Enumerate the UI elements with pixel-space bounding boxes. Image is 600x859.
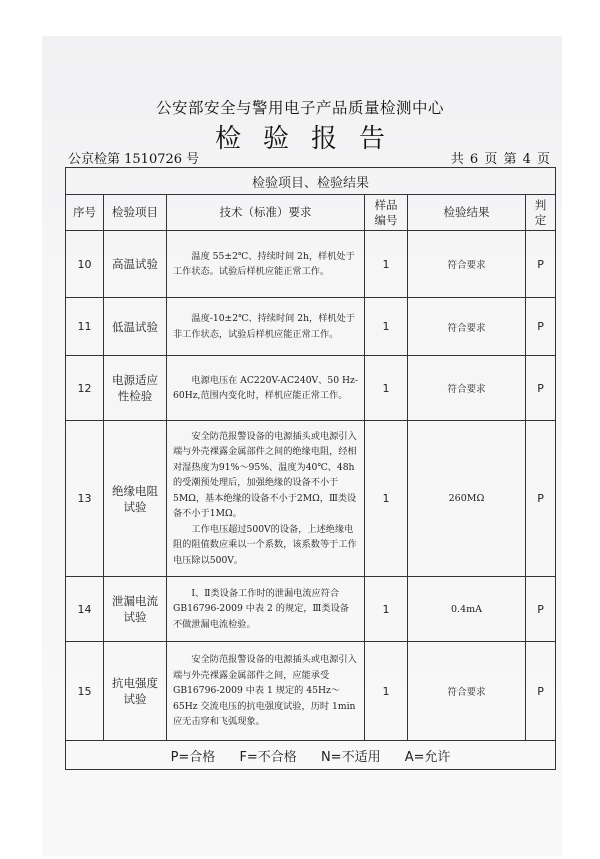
row-result: 260MΩ	[408, 421, 526, 577]
table-row	[66, 356, 556, 421]
row-no: 12	[66, 356, 104, 421]
table-row	[66, 421, 556, 577]
table-caption: 检验项目、检验结果	[66, 168, 556, 195]
table-row	[66, 577, 556, 642]
row-sample: 1	[365, 421, 408, 577]
document-number: 公京检第 1510726 号	[68, 152, 200, 167]
row-result: 符合要求	[408, 356, 526, 421]
row-item	[104, 421, 167, 577]
legend-allowed: A=允许	[404, 749, 451, 765]
row-sample: 1	[365, 356, 408, 421]
organization-name: 公安部安全与警用电子产品质量检测中心	[155, 99, 444, 117]
row-sample: 1	[365, 642, 408, 741]
row-item: 高温试验	[104, 231, 167, 298]
row-result: 符合要求	[408, 298, 526, 356]
report-title: 检验报告	[214, 124, 407, 154]
row-item-label: 绝缘电阻试验	[112, 483, 158, 514]
row-verdict: P	[526, 577, 556, 642]
column-header-result: 检验结果	[408, 195, 526, 231]
row-requirement	[167, 421, 365, 577]
row-item	[104, 577, 167, 642]
table-caption-row	[66, 168, 556, 195]
table-row	[66, 642, 556, 741]
table-header-row	[66, 195, 556, 231]
row-verdict: P	[526, 231, 556, 298]
row-sample: 1	[365, 298, 408, 356]
row-requirement	[167, 356, 365, 421]
table-row	[66, 298, 556, 356]
row-item	[104, 356, 167, 421]
requirement-paragraph: 温度-10±2℃、持续时间 2h，样机处于非工作状态，试验后样机应能正常工作。	[173, 313, 355, 340]
verdict-legend	[66, 741, 556, 770]
row-result: 符合要求	[408, 642, 526, 741]
row-requirement	[167, 577, 365, 642]
row-no: 15	[66, 642, 104, 741]
row-item: 低温试验	[104, 298, 167, 356]
page-info: 共 6 页 第 4 页	[450, 152, 550, 167]
row-verdict: P	[526, 356, 556, 421]
row-requirement	[167, 642, 365, 741]
row-requirement	[167, 298, 365, 356]
requirement-paragraph: 温度 55±2℃、持续时间 2h，样机处于工作状态。试验后样机应能正常工作。	[173, 250, 355, 277]
row-verdict: P	[526, 421, 556, 577]
results-table	[65, 167, 556, 770]
row-no: 11	[66, 298, 104, 356]
row-no: 10	[66, 231, 104, 298]
requirement-paragraph: 电源电压在 AC220V-AC240V、50 Hz-60Hz,范围内变化时，样机应能正常工作。	[173, 374, 358, 401]
requirement-paragraph: 工作电压超过500V的设备，上述绝缘电阻的阻值数应乘以一个系数，该系数等于工作电压除以500V。	[173, 523, 357, 566]
legend-pass: P=合格	[170, 749, 216, 765]
row-item-label: 电源适应性检验	[112, 373, 158, 403]
row-item-label: 抗电强度试验	[112, 676, 158, 706]
column-header-sample	[365, 195, 408, 231]
column-header-item: 检验项目	[104, 195, 167, 231]
requirement-paragraph: 安全防范报警设备的电源插头或电源引入端与外壳裸露金属部件之间，应能承受 GB16796-2009 中表 1 规定的 45Hz～65Hz 交流电压的抗电强度试验，历时 1min 应无击穿和飞弧现象。	[173, 654, 357, 728]
row-no: 14	[66, 577, 104, 642]
table-row	[66, 231, 556, 298]
row-verdict: P	[526, 298, 556, 356]
legend-fail: F=不合格	[239, 749, 297, 765]
row-requirement	[167, 231, 365, 298]
row-item	[104, 642, 167, 741]
row-result: 符合要求	[408, 231, 526, 298]
row-sample: 1	[365, 577, 408, 642]
requirement-paragraph: 安全防范报警设备的电源插头或电源引入端与外壳裸露金属部件之间的绝缘电阻，经相对湿热度为91%～95%、温度为40℃、48h的受潮预处理后，加强绝缘的设备不小于5MΩ，基本绝缘的设备不小于2MΩ，Ⅲ类设备不小于1MΩ。	[173, 430, 357, 520]
column-header-requirement: 技术（标准）要求	[167, 195, 365, 231]
row-result: 0.4mA	[408, 577, 526, 642]
column-header-sample-label: 样品编号	[374, 197, 398, 227]
row-sample: 1	[365, 231, 408, 298]
legend-not-applicable: N=不适用	[320, 749, 381, 765]
row-verdict: P	[526, 642, 556, 741]
row-no: 13	[66, 421, 104, 577]
requirement-paragraph: Ⅰ、Ⅱ类设备工作时的泄漏电流应符合 GB16796-2009 中表 2 的规定，Ⅲ类设备不做泄漏电流检验。	[173, 587, 349, 630]
row-item-label: 泄漏电流试验	[112, 594, 158, 624]
column-header-no: 序号	[66, 195, 104, 231]
column-header-verdict-label: 判定	[534, 197, 547, 227]
column-header-verdict	[526, 195, 556, 231]
legend-row	[66, 741, 556, 770]
